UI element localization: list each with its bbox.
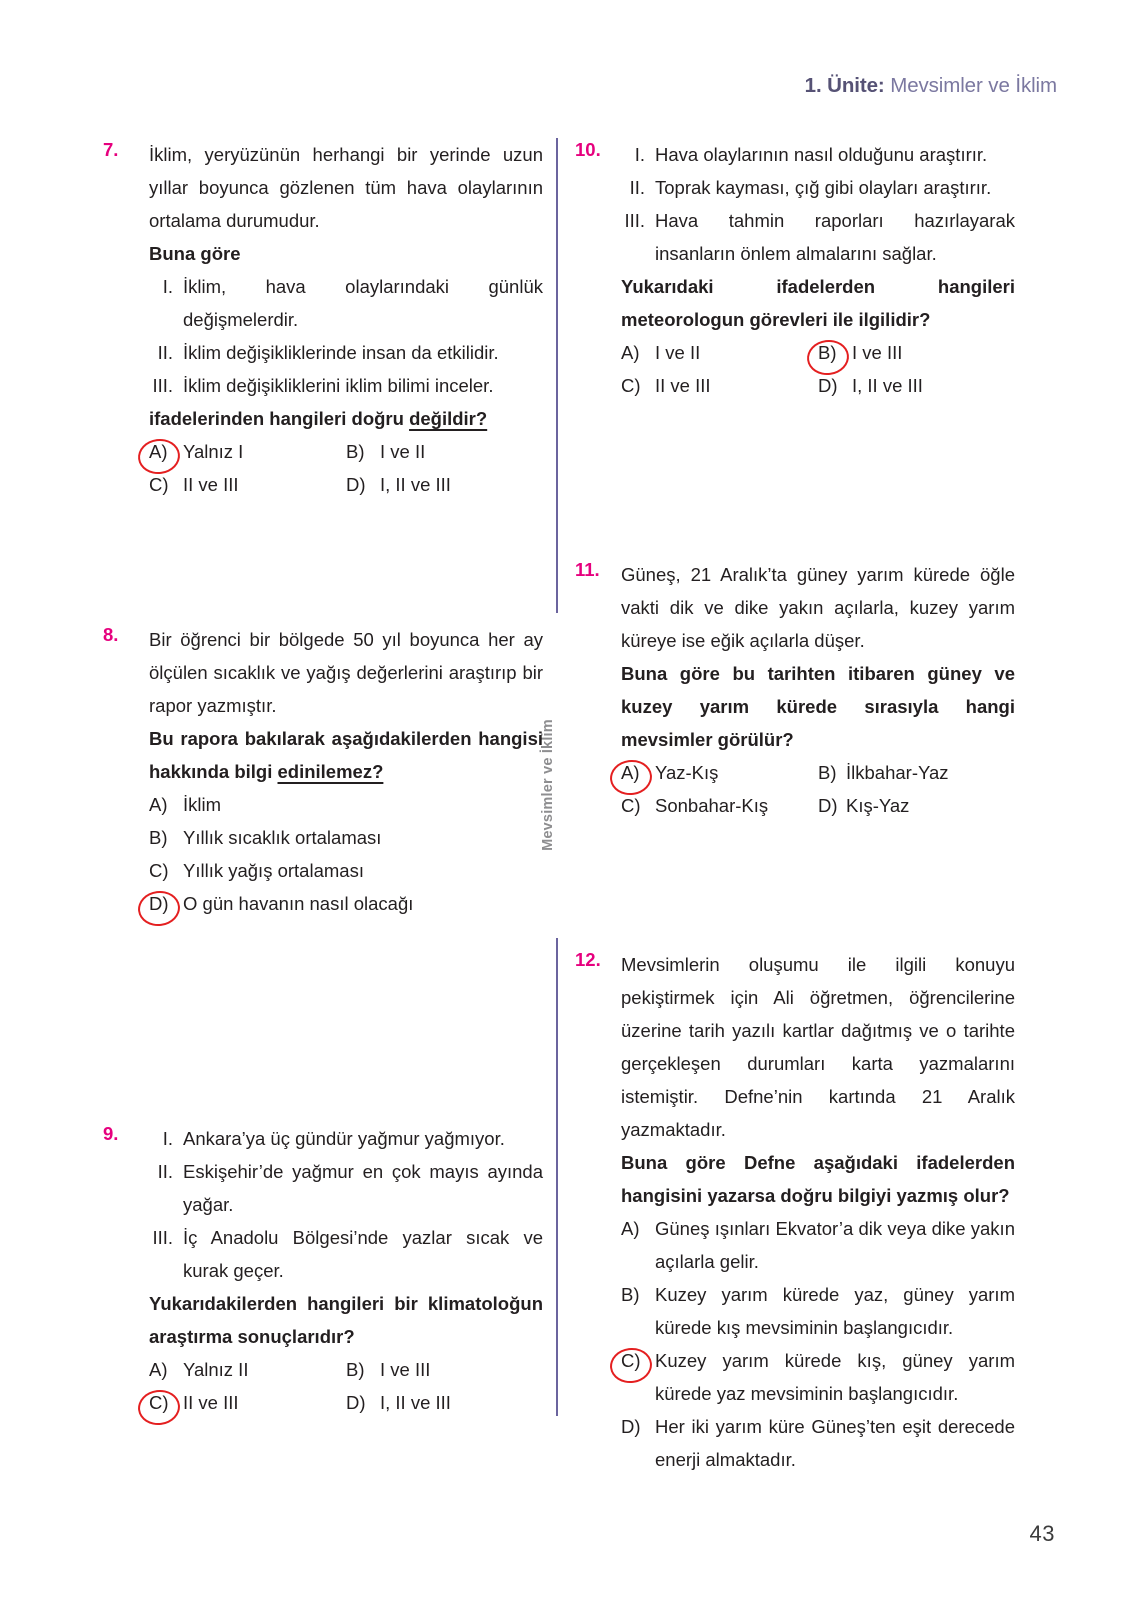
question-number: 12. — [575, 949, 601, 970]
options-grid — [621, 756, 1015, 822]
option-text: I, II ve III — [380, 474, 451, 495]
roman-text: Hava tahmin raporları hazırlayarak insanların önlem almalarını sağlar. — [655, 210, 1015, 264]
option-letter: B) — [346, 1359, 365, 1380]
question-prompt — [621, 1146, 1015, 1212]
option-d[interactable] — [346, 468, 543, 501]
option-letter: C) — [621, 795, 641, 816]
option-letter: A) — [149, 1359, 168, 1380]
option-letter: D) — [818, 375, 838, 396]
options-grid — [621, 336, 1015, 402]
prompt-underlined: edinilemez? — [277, 761, 384, 782]
page-number: 43 — [1029, 1521, 1055, 1546]
list-item — [149, 1155, 543, 1221]
option-text: Kış-Yaz — [846, 795, 910, 816]
page-header — [805, 74, 1057, 98]
list-item — [149, 336, 543, 369]
prompt-text: Yukarıdaki ifadelerden hangileri meteorologun görevleri ile ilgilidir? — [621, 276, 1015, 330]
option-text: I ve II — [655, 342, 701, 363]
list-item — [621, 138, 1015, 171]
roman-numeral: II. — [629, 177, 645, 198]
option-letter: C) — [149, 860, 169, 881]
options-grid — [149, 1353, 543, 1419]
option-c[interactable] — [621, 369, 818, 402]
option-a[interactable] — [621, 756, 818, 789]
option-text: I, II ve III — [852, 375, 923, 396]
question-number: 8. — [103, 624, 119, 645]
option-text: Kuzey yarım kürede kış, güney yarım kürede yaz mevsiminin başlangıcıdır. — [655, 1350, 1015, 1404]
option-letter: C) — [621, 1344, 655, 1377]
option-text: II ve III — [655, 375, 711, 396]
option-text: I ve II — [380, 441, 426, 462]
prompt-text: ifadelerinden hangileri doğru — [149, 408, 410, 429]
roman-text: İklim, hava olaylarındaki günlük değişmelerdir. — [183, 276, 543, 330]
option-text: Kuzey yarım kürede yaz, güney yarım kürede kış mevsiminin başlangıcıdır. — [655, 1284, 1015, 1338]
option-c[interactable] — [149, 1386, 346, 1419]
option-letter: C) — [149, 1386, 183, 1419]
question-stem: Güneş, 21 Aralık’ta güney yarım kürede öğle vakti dik ve dike yakın açılarla, kuzey yarım küreye ise eğik açılarla düşer. — [621, 564, 1015, 651]
roman-numeral: III. — [624, 210, 645, 231]
option-letter: B) — [818, 336, 852, 369]
option-letter: D) — [346, 474, 366, 495]
option-letter: A) — [149, 794, 168, 815]
option-d[interactable] — [818, 369, 1015, 402]
list-item — [149, 1221, 543, 1287]
option-letter: C) — [149, 474, 169, 495]
option-b[interactable] — [346, 435, 543, 468]
option-letter: B) — [818, 762, 837, 783]
column-divider-bottom — [556, 938, 558, 1416]
roman-list — [149, 270, 543, 402]
options-list — [621, 1212, 1015, 1476]
option-text: Yaz-Kış — [655, 762, 719, 783]
option-a[interactable] — [149, 435, 346, 468]
roman-numeral: I. — [162, 276, 173, 297]
roman-numeral: I. — [634, 144, 645, 165]
option-letter: C) — [621, 375, 641, 396]
question-stem: Bir öğrenci bir bölgede 50 yıl boyunca her ay ölçülen sıcaklık ve yağış değerlerini araştırıp bir rapor yazmıştır. — [149, 629, 543, 716]
option-c[interactable] — [149, 468, 346, 501]
roman-numeral: II. — [157, 342, 173, 363]
options-list — [149, 788, 543, 920]
option-text: İlkbahar-Yaz — [846, 762, 949, 783]
roman-text: Toprak kayması, çığ gibi olayları araştırır. — [655, 177, 992, 198]
option-letter: B) — [346, 441, 365, 462]
option-b[interactable] — [149, 821, 543, 854]
option-c[interactable] — [621, 1344, 1015, 1410]
option-letter: D) — [621, 1416, 641, 1437]
option-b[interactable] — [818, 756, 1015, 789]
question-prompt — [149, 1287, 543, 1353]
roman-text: Hava olaylarının nasıl olduğunu araştırır. — [655, 144, 988, 165]
list-item — [621, 204, 1015, 270]
option-text: Yalnız I — [183, 441, 244, 462]
question-10 — [575, 138, 1015, 402]
option-text: Yıllık sıcaklık ortalaması — [183, 827, 382, 848]
question-9 — [103, 1122, 543, 1419]
question-12 — [575, 948, 1015, 1476]
question-prompt — [621, 657, 1015, 756]
option-b[interactable] — [621, 1278, 1015, 1344]
option-letter: A) — [621, 342, 640, 363]
question-number: 10. — [575, 139, 601, 160]
roman-text: İç Anadolu Bölgesi’nde yazlar sıcak ve kurak geçer. — [183, 1227, 543, 1281]
list-item — [149, 270, 543, 336]
unit-name: Mevsimler ve İklim — [884, 74, 1057, 97]
option-letter: D) — [149, 887, 183, 920]
option-text: II ve III — [183, 474, 239, 495]
option-text: Her iki yarım küre Güneş’ten eşit derecede enerji almaktadır. — [655, 1416, 1015, 1470]
option-letter: D) — [818, 795, 838, 816]
roman-list — [621, 138, 1015, 270]
prompt-text: Buna göre Defne aşağıdaki ifadelerden hangisini yazarsa doğru bilgiyi yazmış olur? — [621, 1152, 1015, 1206]
option-d[interactable] — [149, 887, 543, 920]
question-prompt — [149, 722, 543, 788]
roman-text: Eskişehir’de yağmur en çok mayıs ayında yağar. — [183, 1161, 543, 1215]
option-a[interactable] — [149, 788, 543, 821]
option-letter: A) — [621, 756, 655, 789]
option-letter: D) — [346, 1392, 366, 1413]
question-prompt — [621, 270, 1015, 336]
option-a[interactable] — [621, 336, 818, 369]
option-text: I, II ve III — [380, 1392, 451, 1413]
prompt-underlined: değildir? — [409, 408, 488, 429]
roman-text: İklim değişikliklerinde insan da etkilidir. — [183, 342, 499, 363]
roman-list — [149, 1122, 543, 1287]
question-stem: İklim, yeryüzünün herhangi bir yerinde uzun yıllar boyunca gözlenen tüm hava olaylarının ortalama durumudur. — [149, 144, 543, 231]
question-11 — [575, 558, 1015, 822]
option-a[interactable] — [621, 1212, 1015, 1278]
option-d[interactable] — [818, 789, 1015, 822]
prompt-text: Buna göre bu tarihten itibaren güney ve kuzey yarım kürede sırasıyla hangi mevsimler görülür? — [621, 663, 1015, 750]
roman-numeral: II. — [157, 1161, 173, 1182]
prompt-text: Yukarıdakilerden hangileri bir klimatoloğun araştırma sonuçlarıdır? — [149, 1293, 543, 1347]
question-number: 11. — [575, 559, 600, 580]
option-text: I ve III — [380, 1359, 431, 1380]
list-item — [149, 369, 543, 402]
roman-text: Ankara’ya üç gündür yağmur yağmıyor. — [183, 1128, 505, 1149]
question-lead-in: Buna göre — [149, 243, 241, 264]
option-text: Güneş ışınları Ekvator’a dik veya dike yakın açılarla gelir. — [655, 1218, 1015, 1272]
option-text: I ve III — [852, 342, 903, 363]
column-divider-middle — [556, 565, 558, 613]
prompt-text: Bu rapora bakılarak aşağıdakilerden hangisi hakkında bilgi — [149, 728, 543, 782]
question-prompt — [149, 402, 543, 435]
option-b[interactable] — [818, 336, 1015, 369]
roman-numeral: III. — [152, 375, 173, 396]
option-text: Sonbahar-Kış — [655, 795, 769, 816]
option-letter: A) — [621, 1218, 640, 1239]
question-8 — [103, 623, 543, 920]
vertical-unit-label-text: Mevsimler ve İklim — [540, 719, 557, 851]
option-letter: A) — [149, 435, 183, 468]
option-d[interactable] — [346, 1386, 543, 1419]
roman-numeral: III. — [152, 1227, 173, 1248]
option-a[interactable] — [149, 1353, 346, 1386]
roman-text: İklim değişikliklerini iklim bilimi inceler. — [183, 375, 494, 396]
option-text: Yıllık yağış ortalaması — [183, 860, 364, 881]
option-text: Yalnız II — [183, 1359, 249, 1380]
question-number: 7. — [103, 139, 119, 160]
options-grid — [149, 435, 543, 501]
list-item — [149, 1122, 543, 1155]
option-c[interactable] — [149, 854, 543, 887]
roman-numeral: I. — [162, 1128, 173, 1149]
option-letter: B) — [149, 827, 168, 848]
column-divider-top — [556, 138, 558, 613]
question-7 — [103, 138, 543, 501]
option-b[interactable] — [346, 1353, 543, 1386]
option-d[interactable] — [621, 1410, 1015, 1476]
option-c[interactable] — [621, 789, 818, 822]
list-item — [621, 171, 1015, 204]
option-letter: B) — [621, 1284, 640, 1305]
option-text: İklim — [183, 794, 222, 815]
option-text: II ve III — [183, 1392, 239, 1413]
question-stem: Mevsimlerin oluşumu ile ilgili konuyu pekiştirmek için Ali öğretmen, öğrencilerine üzerine tarih yazılı kartlar dağıtmış ve o tarihte gerçekleşen durumları karta yazmalarını istemiştir. Defne’nin kartında 21 Aralık yazmaktadır. — [621, 954, 1015, 1140]
question-number: 9. — [103, 1123, 119, 1144]
unit-number: 1. Ünite: — [804, 74, 885, 97]
option-text: O gün havanın nasıl olacağı — [183, 893, 414, 914]
